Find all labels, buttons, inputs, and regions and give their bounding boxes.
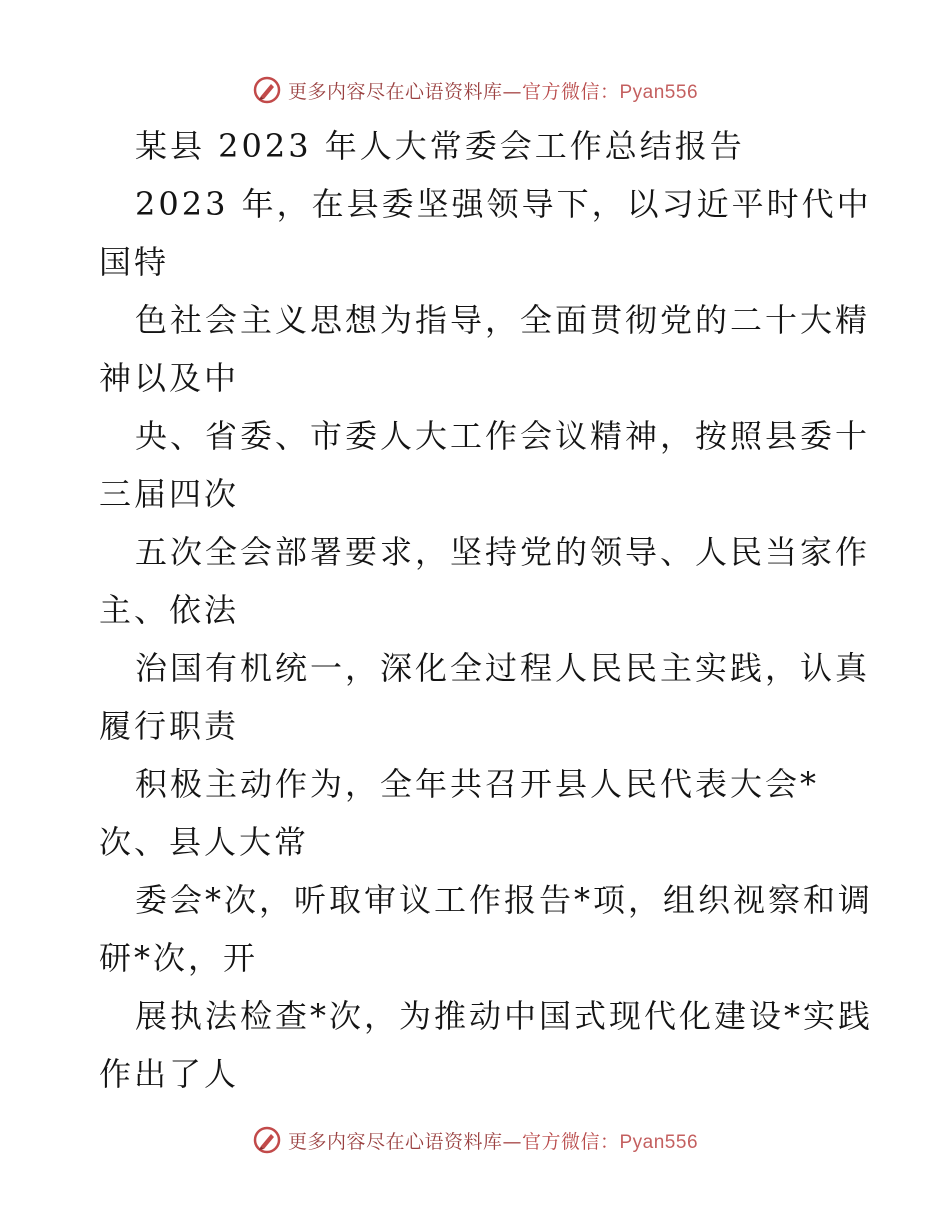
body-line: 色社会主义思想为指导，全面贯彻党的二十大精 [135,301,871,339]
pen-circle-logo-icon [252,75,282,105]
footer-banner-handle: Pyan556 [619,1131,699,1153]
body-line: 研*次，开 [99,939,259,977]
body-line: 三届四次 [99,475,240,513]
footer-banner-main: 更多内容尽在心语资料库 [287,1130,503,1153]
body-line: 国特 [99,243,170,281]
footer-banner-official: 官方微信： [521,1130,620,1153]
header-banner-handle: Pyan556 [619,81,699,103]
document-title: 某县 2023 年人大常委会工作总结报告 [135,127,745,165]
pen-circle-logo-icon [252,1125,282,1155]
body-line: 主、依法 [99,591,240,629]
header-banner-dash: — [502,80,522,103]
footer-banner [0,1122,950,1158]
header-banner-main: 更多内容尽在心语资料库 [287,80,503,103]
body-line: 作出了人 [99,1055,240,1093]
body-line: 展执法检查*次，为推动中国式现代化建设*实践 [135,997,874,1035]
body-line: 2023 年，在县委坚强领导下，以习近平时代中 [135,185,872,223]
header-banner [0,72,950,108]
body-line: 积极主动作为，全年共召开县人民代表大会* [135,765,820,803]
body-line: 央、省委、市委人大工作会议精神，按照县委十 [135,417,871,455]
header-banner-official: 官方微信： [521,80,620,103]
footer-banner-text [288,1127,698,1154]
body-line: 次、县人大常 [99,823,310,861]
header-banner-text [288,77,698,104]
body-line: 五次全会部署要求，坚持党的领导、人民当家作 [135,533,871,571]
footer-banner-dash: — [502,1130,522,1153]
body-line: 履行职责 [99,707,240,745]
body-line: 委会*次，听取审议工作报告*项，组织视察和调 [135,881,874,919]
body-line: 治国有机统一，深化全过程人民民主实践，认真 [135,649,871,687]
body-line: 神以及中 [99,359,240,397]
